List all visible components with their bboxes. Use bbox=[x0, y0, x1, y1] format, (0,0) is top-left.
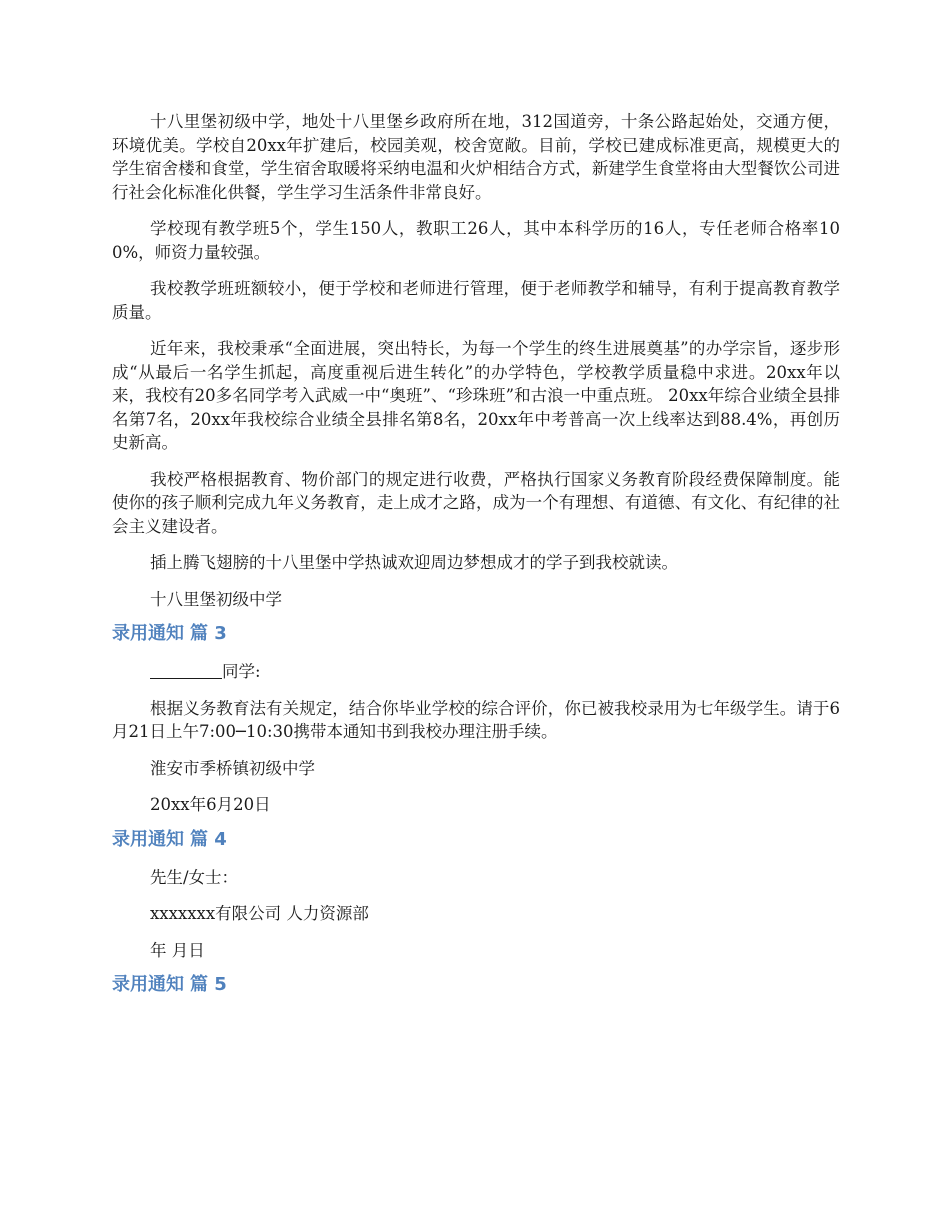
section-5-title: 录用通知 bbox=[112, 974, 184, 995]
intro-paragraph-2: 学校现有教学班5个，学生150人，教职工26人，其中本科学历的16人，专任老师合格率100%，师资力量较强。 bbox=[112, 219, 840, 262]
section-4-salutation: 先生/女士： bbox=[150, 867, 239, 887]
section-heading-3 bbox=[112, 621, 840, 647]
intro-paragraph-1: 十八里堡初级中学，地处十八里堡乡政府所在地，312国道旁，十条公路起始处，交通方便，环境优美。学校自20xx年扩建后，校园美观，校舍宽敞。目前，学校已建成标准更高，规模更大的学生宿舍楼和食堂，学生宿舍取暖将采纳电温和火炉相结合方式，新建学生食堂将由大型餐饮公司进行社会化标准化供餐，学生学习生活条件非常良好。 bbox=[112, 112, 840, 202]
name-blank bbox=[150, 662, 222, 679]
salutation-suffix: 同学: bbox=[222, 662, 261, 681]
notice-signature: 淮安市季桥镇初级中学 bbox=[150, 758, 315, 778]
notice-body: 根据义务教育法有关规定，结合你毕业学校的综合评价，你已被我校录用为七年级学生。请于6月21日上午7:00─10:30携带本通知书到我校办理注册手续。 bbox=[112, 698, 840, 741]
section-5-number: 篇 5 bbox=[190, 974, 227, 995]
notice-date: 20xx年6月20日 bbox=[150, 795, 271, 814]
intro-paragraph-5: 我校严格根据教育、物价部门的规定进行收费，严格执行国家义务教育阶段经费保障制度。能使你的孩子顺利完成九年义务教育，走上成才之路，成为一个有理想、有道德、有文化、有纪律的社会主义建设者。 bbox=[112, 469, 840, 536]
section-4-company: xxxxxxx有限公司 人力资源部 bbox=[150, 904, 369, 923]
salutation-line bbox=[112, 660, 840, 684]
intro-paragraph-6: 插上腾飞翅膀的十八里堡中学热诚欢迎周边梦想成才的学子到我校就读。 bbox=[150, 553, 678, 572]
intro-paragraph-3: 我校教学班班额较小，便于学校和老师进行管理，便于老师教学和辅导，有利于提高教育教学质量。 bbox=[112, 279, 840, 322]
section-4-date: 年 月日 bbox=[150, 940, 205, 960]
section-4-title: 录用通知 bbox=[112, 828, 184, 850]
intro-paragraph-4: 近年来，我校秉承“全面进展，突出特长，为每一个学生的终生进展奠基”的办学宗旨，逐步形成“从最后一名学生抓起，高度重视后进生转化”的办学特色，学校教学质量稳中求进。20xx年以来，我校有20多名同学考入武威一中“奥班”、“珍珠班”和古浪一中重点班。 20xx年综合业绩全县排名第7名，20xx年我校综合业绩全县排名第8名，20xx年中考普高一次上线率达到88.4%，再创历史新高。 bbox=[112, 339, 840, 452]
section-3-title: 录用通知 bbox=[112, 623, 184, 644]
section-3-number: 篇 3 bbox=[190, 623, 227, 644]
intro-signature: 十八里堡初级中学 bbox=[150, 589, 282, 609]
section-4-number: 篇 4 bbox=[190, 828, 227, 850]
section-heading-5 bbox=[112, 972, 840, 998]
section-heading-4 bbox=[112, 827, 840, 853]
